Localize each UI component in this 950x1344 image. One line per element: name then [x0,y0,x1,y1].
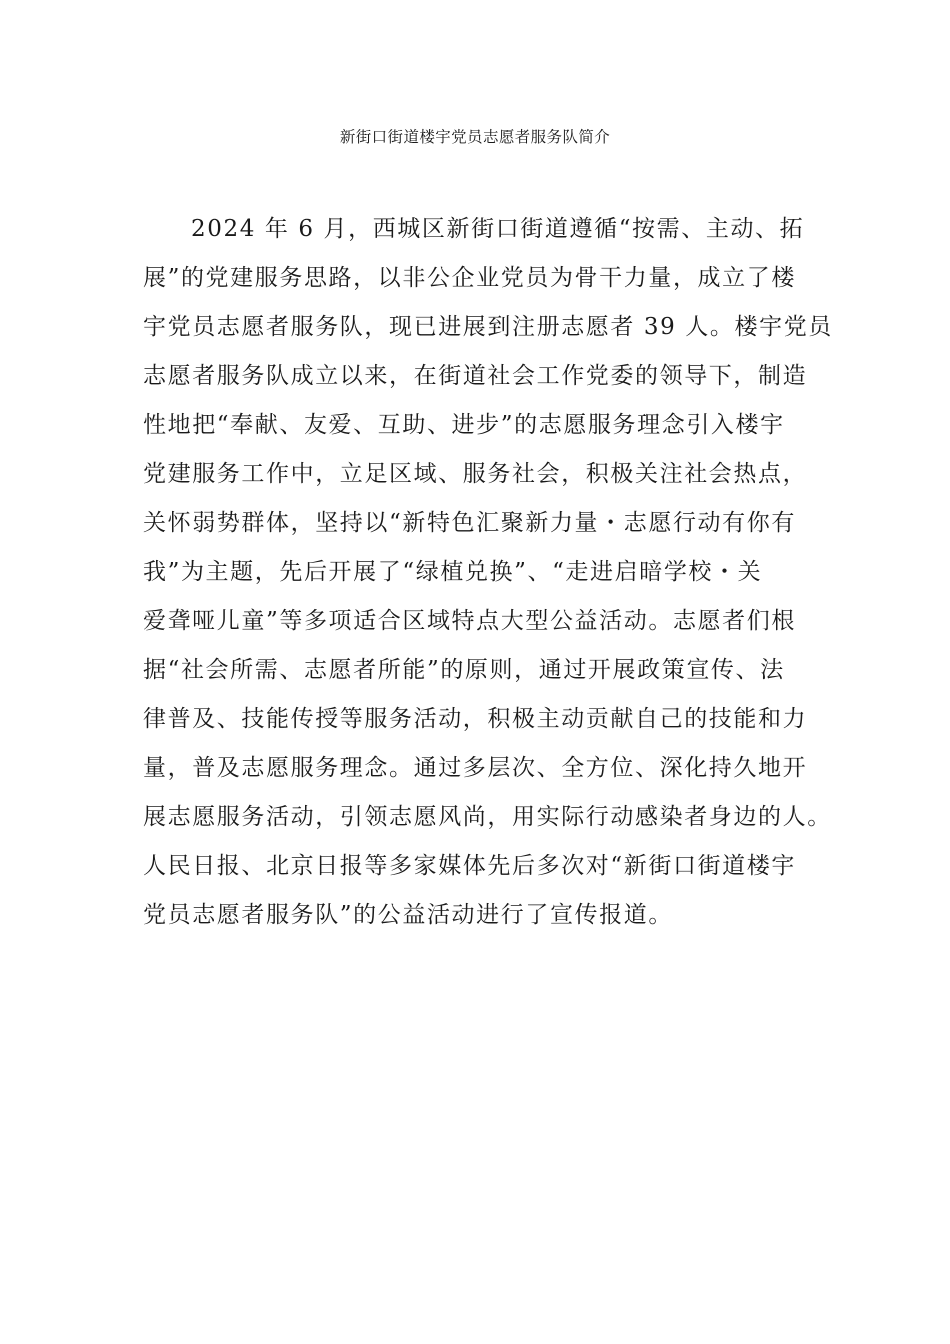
paragraph-line: 2024 年 6 月，西城区新街口街道遵循“按需、主动、拓 [191,216,805,242]
paragraph-line: 量，普及志愿服务理念。通过多层次、全方位、深化持久地开 [143,755,808,781]
paragraph-line: 人民日报、北京日报等多家媒体先后多次对“新街口街道楼宇 [143,853,796,879]
document-title: 新街口街道楼宇党员志愿者服务队简介 [339,128,611,146]
paragraph-line: 志愿者服务队成立以来，在街道社会工作党委的领导下，制造 [143,363,808,389]
paragraph-line: 据“社会所需、志愿者所能”的原则，通过开展政策宣传、法 [143,657,785,683]
paragraph-line: 性地把“奉献、友爱、互助、进步”的志愿服务理念引入楼宇 [143,412,785,438]
paragraph-line: 关怀弱势群体，坚持以“新特色汇聚新力量・志愿行动有你有 [143,510,796,536]
paragraph-line: 我”为主题，先后开展了“绿植兑换”、“走进启暗学校・关 [143,559,763,585]
paragraph-line: 展”的党建服务思路，以非公企业党员为骨干力量，成立了楼 [143,265,796,291]
paragraph-line: 律普及、技能传授等服务活动，积极主动贡献自己的技能和力 [143,706,808,732]
paragraph-line: 展志愿服务活动，引领志愿风尚，用实际行动感染者身边的人。 [143,804,832,830]
body-paragraph [143,205,833,940]
paragraph-line: 党建服务工作中，立足区域、服务社会，积极关注社会热点， [143,461,808,487]
paragraph-line: 宇党员志愿者服务队，现已进展到注册志愿者 39 人。楼宇党员 [143,314,833,340]
paragraph-line: 爱聋哑儿童”等多项适合区域特点大型公益活动。志愿者们根 [143,608,796,634]
paragraph-line: 党员志愿者服务队”的公益活动进行了宣传报道。 [143,902,673,928]
